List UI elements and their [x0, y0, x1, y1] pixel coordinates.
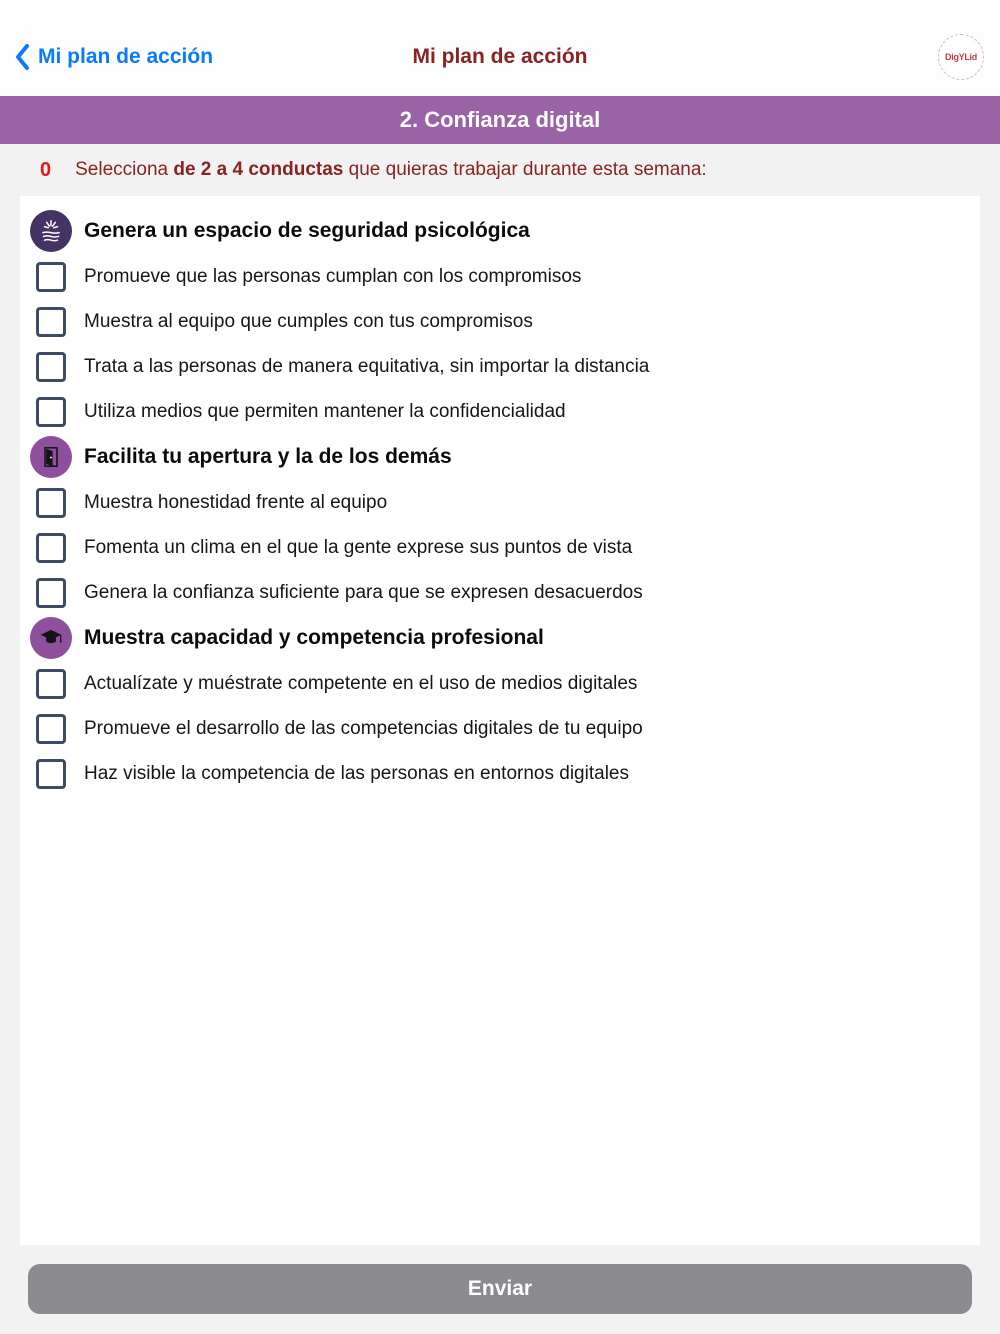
- conduct-checkbox[interactable]: [36, 578, 66, 608]
- conduct-label: Genera la confianza suficiente para que se expresen desacuerdos: [84, 581, 643, 603]
- conduct-row: [20, 751, 980, 796]
- back-button[interactable]: [14, 43, 213, 71]
- section-title: Muestra capacidad y competencia profesional: [84, 626, 544, 649]
- conduct-checkbox[interactable]: [36, 714, 66, 744]
- conduct-label: Promueve que las personas cumplan con los compromisos: [84, 265, 582, 287]
- conduct-row: [20, 525, 980, 570]
- section-header: [20, 615, 980, 661]
- section-header: [20, 208, 980, 254]
- conduct-row: [20, 570, 980, 615]
- navbar: [0, 0, 1000, 96]
- conduct-label: Utiliza medios que permiten mantener la confidencialidad: [84, 400, 566, 422]
- conduct-label: Trata a las personas de manera equitativa, sin importar la distancia: [84, 355, 650, 377]
- app-logo: [938, 34, 984, 80]
- conduct-row: [20, 389, 980, 434]
- conduct-row: [20, 254, 980, 299]
- back-button-label: Mi plan de acción: [38, 45, 214, 68]
- conduct-label: Haz visible la competencia de las personas en entornos digitales: [84, 762, 629, 784]
- conduct-list: [20, 196, 980, 1245]
- section-banner: 2. Confianza digital: [0, 96, 1000, 144]
- conduct-checkbox[interactable]: [36, 669, 66, 699]
- conduct-checkbox[interactable]: [36, 759, 66, 789]
- selected-count: 0: [40, 158, 52, 181]
- conduct-label: Muestra honestidad frente al equipo: [84, 491, 388, 513]
- sunrise-icon: [30, 210, 72, 252]
- submit-button[interactable]: Enviar: [28, 1264, 972, 1314]
- page-title: Mi plan de acción: [412, 45, 588, 68]
- instruction-text: Selecciona de 2 a 4 conductas que quieras trabajar durante esta semana:: [75, 159, 707, 180]
- section-title: Facilita tu apertura y la de los demás: [84, 445, 452, 468]
- conduct-label: Promueve el desarrollo de las competencias digitales de tu equipo: [84, 717, 643, 739]
- conduct-label: Fomenta un clima en el que la gente exprese sus puntos de vista: [84, 536, 633, 558]
- conduct-label: Actualízate y muéstrate competente en el uso de medios digitales: [84, 672, 638, 694]
- section-header: [20, 434, 980, 480]
- conduct-checkbox[interactable]: [36, 488, 66, 518]
- conduct-checkbox[interactable]: [36, 397, 66, 427]
- footer: [0, 1245, 1000, 1334]
- instruction-bar: [0, 144, 1000, 196]
- conduct-row: [20, 706, 980, 751]
- chevron-left-icon: [14, 43, 30, 71]
- app-logo-text: DigYLid: [945, 52, 977, 62]
- conduct-row: [20, 480, 980, 525]
- conduct-checkbox[interactable]: [36, 533, 66, 563]
- conduct-row: [20, 344, 980, 389]
- conduct-checkbox[interactable]: [36, 307, 66, 337]
- conduct-checkbox[interactable]: [36, 262, 66, 292]
- graduation-cap-icon: [30, 617, 72, 659]
- conduct-label: Muestra al equipo que cumples con tus compromisos: [84, 310, 533, 332]
- section-title: Genera un espacio de seguridad psicológica: [84, 219, 530, 242]
- conduct-checkbox[interactable]: [36, 352, 66, 382]
- conduct-row: [20, 299, 980, 344]
- door-icon: [30, 436, 72, 478]
- conduct-row: [20, 661, 980, 706]
